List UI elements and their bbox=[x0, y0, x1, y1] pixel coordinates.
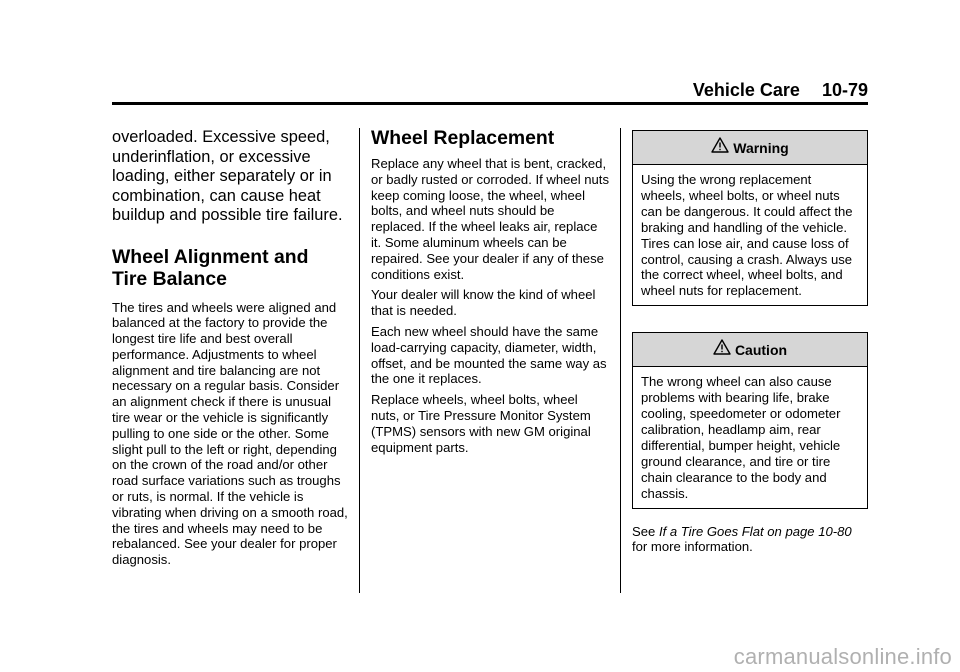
caution-text: The wrong wheel can also cause problems with bearing life, brake cooling, speedometer or odometer calibration, headlamp aim, rear differential, bumper height, vehicle ground clearance, and tire or tire chain clearance to the body and chassis. bbox=[641, 374, 841, 501]
section-heading: Wheel Replacement bbox=[371, 127, 555, 149]
running-header bbox=[693, 80, 868, 101]
column-left bbox=[112, 126, 348, 573]
watermark: carmanualsonline.info bbox=[733, 644, 952, 669]
column-middle bbox=[371, 126, 609, 460]
paragraph: The tires and wheels were aligned and balanced at the factory to provide the longest tire life and best overall performance. Adjustments to wheel alignment and tire balancing are not necessary on a regular basis. Consider an alignment check if there is unusual tire wear or the vehicle is significantly pulling to one side or the other. Some slight pull to the left or right, depending on the crown of the road and/or other road surface variations such as troughs or ruts, is normal. If the vehicle is vibrating when driving on a smooth road, the tires and wheels may need to be rebalanced. See your dealer for proper diagnosis. bbox=[112, 299, 348, 568]
cross-reference-link[interactable]: If a Tire Goes Flat on page 10-80 bbox=[658, 523, 852, 539]
warning-box bbox=[632, 130, 868, 306]
column-right bbox=[632, 126, 868, 555]
see-prefix: See bbox=[632, 523, 656, 539]
cross-reference bbox=[632, 524, 868, 556]
continued-text: overloaded. Excessive speed, underinflation, or excessive loading, either separately or in combination, can cause heat buildup and possible tire failure. bbox=[112, 128, 343, 224]
caution-header bbox=[633, 333, 867, 367]
paragraph: Your dealer will know the kind of wheel that is needed. bbox=[371, 287, 596, 319]
caution-symbol-icon bbox=[713, 339, 731, 360]
paragraph: Replace wheels, wheel bolts, wheel nuts, or Tire Pressure Monitor System (TPMS) sensors with new GM original equipment parts. bbox=[371, 392, 591, 455]
warning-header bbox=[633, 131, 867, 165]
header-rule bbox=[112, 102, 868, 105]
paragraph: Each new wheel should have the same load-carrying capacity, diameter, width, offset, and be mounted the same way as the one it replaces. bbox=[371, 323, 607, 387]
caution-box bbox=[632, 332, 868, 508]
section-heading: Wheel Alignment and Tire Balance bbox=[112, 245, 309, 290]
paragraph: Replace any wheel that is bent, cracked, or badly rusted or corroded. If wheel nuts keep coming loose, the wheel, wheel bolts, and wheel nuts should be replaced. If the wheel leaks air, replace it. Some aluminum wheels can be repaired. See your dealer if any of these conditions exist. bbox=[371, 156, 609, 282]
page-number: 10-79 bbox=[821, 80, 868, 100]
section-title: Vehicle Care bbox=[692, 80, 800, 100]
warning-title: Warning bbox=[733, 139, 789, 156]
caution-title: Caution bbox=[734, 341, 788, 358]
warning-symbol-icon bbox=[711, 137, 729, 158]
column-divider bbox=[620, 128, 621, 593]
warning-text: Using the wrong replacement wheels, wheel bolts, or wheel nuts can be dangerous. It could affect the braking and handling of the vehicle. Tires can lose air, and cause loss of control, causing a crash. Always use the correct wheel, wheel bolts, and wheel nuts for replacement. bbox=[641, 172, 853, 299]
column-divider bbox=[359, 128, 360, 593]
see-suffix: for more information. bbox=[632, 539, 753, 555]
